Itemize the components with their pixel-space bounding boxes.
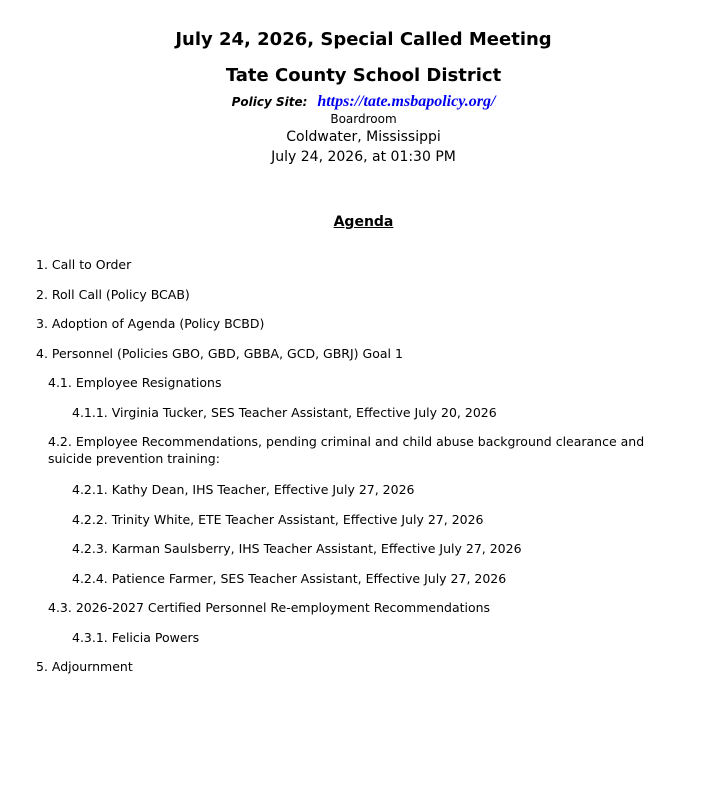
meeting-location: Coldwater, Mississippi: [286, 129, 441, 145]
meeting-title: July 24, 2026, Special Called Meeting: [175, 29, 552, 50]
agenda-item: 3. Adoption of Agenda (Policy BCBD): [36, 316, 265, 331]
agenda-subitem: 4.1. Employee Resignations: [48, 375, 222, 390]
agenda-item: 1. Call to Order: [36, 257, 132, 272]
agenda-heading: Agenda: [333, 214, 394, 230]
document-header: [0, 28, 727, 167]
agenda-subsubitem: 4.2.2. Trinity White, ETE Teacher Assistant, Effective July 27, 2026: [72, 512, 484, 527]
agenda-subsubitem: 4.1.1. Virginia Tucker, SES Teacher Assistant, Effective July 20, 2026: [72, 405, 497, 420]
agenda-subsubitem: 4.2.4. Patience Farmer, SES Teacher Assistant, Effective July 27, 2026: [72, 571, 507, 586]
policy-site-link[interactable]: https://tate.msbapolicy.org/: [317, 93, 496, 110]
agenda-subsubitem: 4.2.3. Karman Saulsberry, IHS Teacher Assistant, Effective July 27, 2026: [72, 541, 522, 556]
agenda-item: 5. Adjournment: [36, 659, 133, 674]
district-name: Tate County School District: [225, 65, 502, 86]
meeting-room: Boardroom: [330, 112, 397, 126]
agenda-item: 2. Roll Call (Policy BCAB): [36, 287, 190, 302]
agenda-subitem: 4.3. 2026-2027 Certified Personnel Re-employment Recommendations: [48, 600, 491, 615]
agenda-subsubitem: 4.2.1. Kathy Dean, IHS Teacher, Effective July 27, 2026: [72, 482, 415, 497]
meeting-datetime: July 24, 2026, at 01:30 PM: [271, 149, 456, 165]
agenda-subsubitem: 4.3.1. Felicia Powers: [72, 630, 200, 645]
policy-site-label: Policy Site:: [231, 95, 308, 109]
agenda-subitem: 4.2. Employee Recommendations, pending criminal and child abuse background clearance and suicide prevention training:: [48, 434, 645, 466]
agenda-item: 4. Personnel (Policies GBO, GBD, GBBA, GCD, GBRJ) Goal 1: [36, 346, 403, 361]
policy-site-line: [0, 92, 727, 111]
